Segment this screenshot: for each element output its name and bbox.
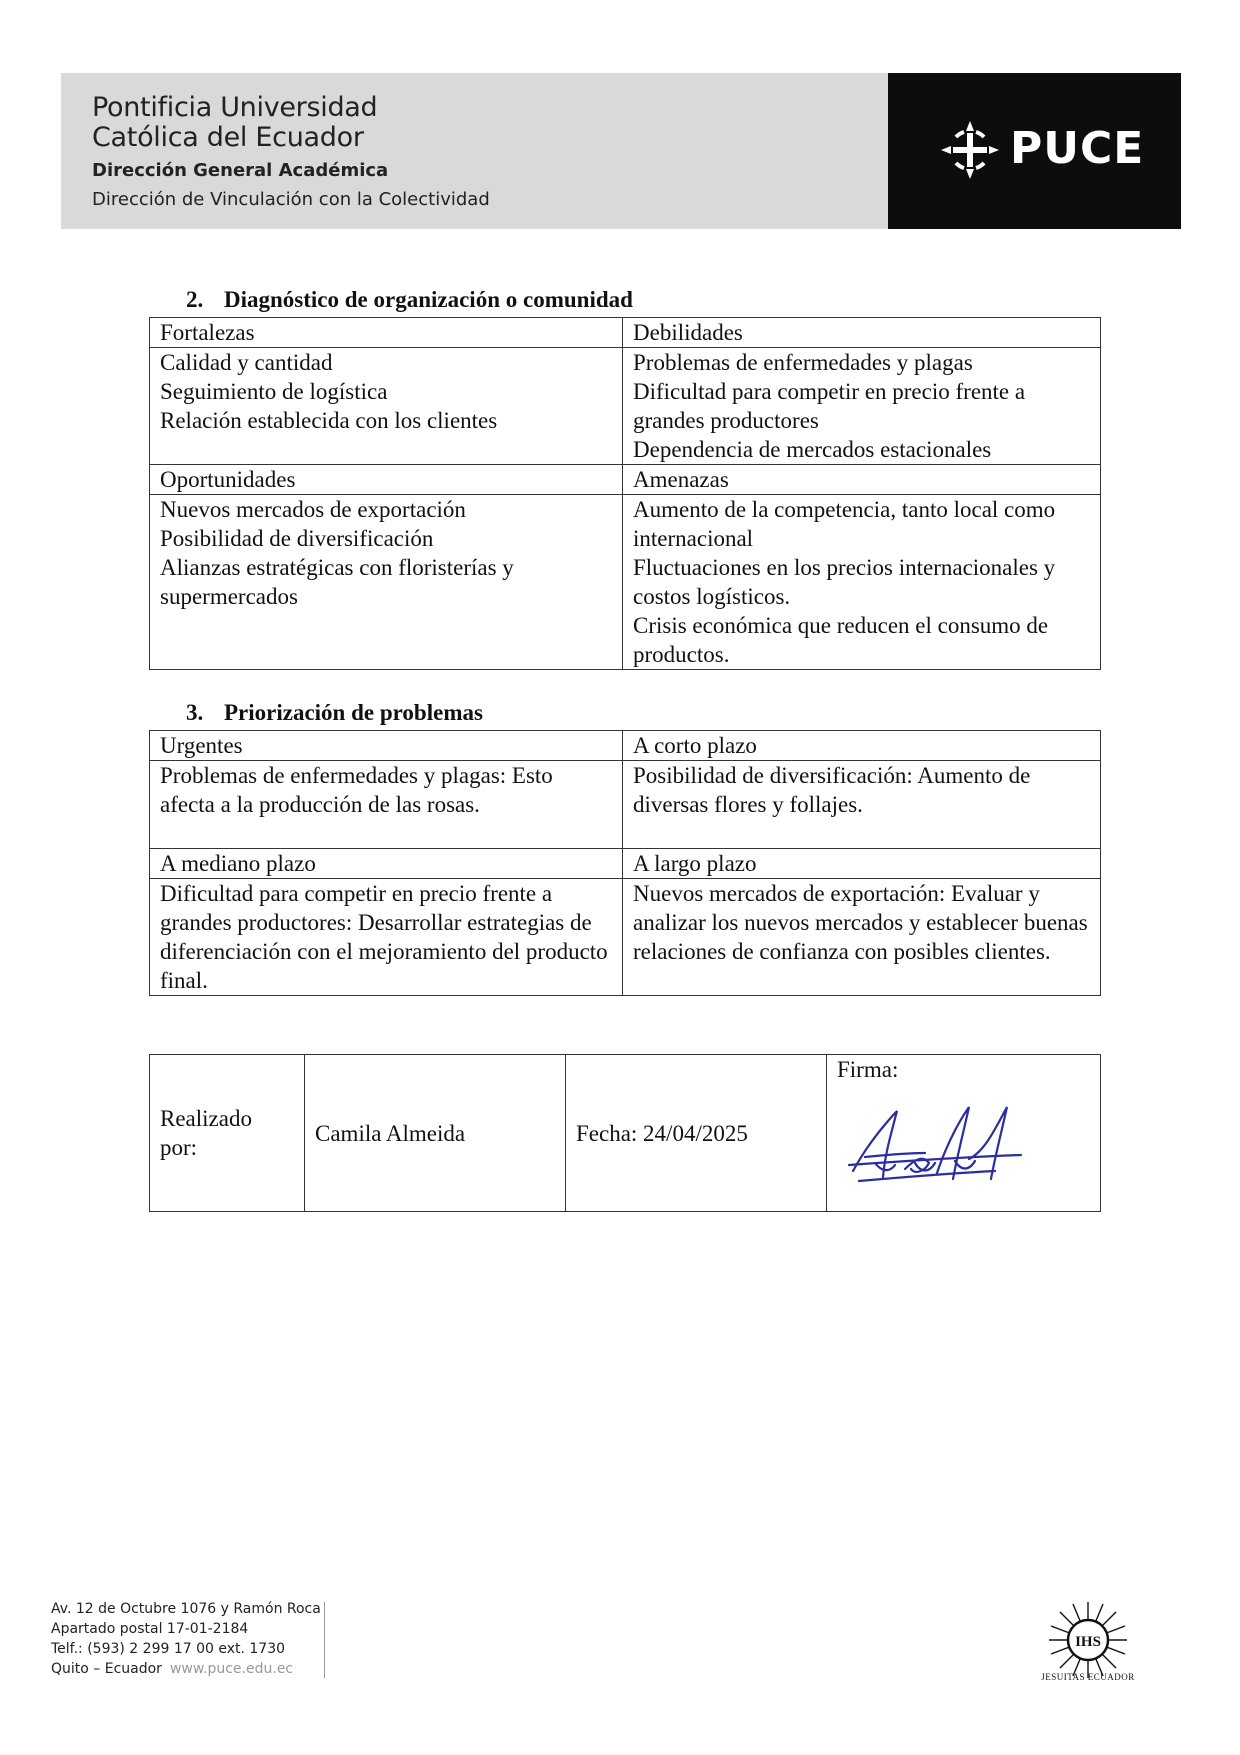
amenaza-item: Crisis económica que reducen el consumo de productos. <box>633 613 1049 667</box>
footer-street: Av. 12 de Octubre 1076 y Ramón Roca <box>51 1601 321 1617</box>
oportunidades-header: Oportunidades <box>150 465 623 495</box>
fortaleza-item: Relación establecida con los clientes <box>160 408 498 433</box>
fortalezas-header: Fortalezas <box>150 318 623 348</box>
mediano-plazo-header: A mediano plazo <box>150 849 623 879</box>
university-name-line1: Pontificia Universidad <box>92 92 378 123</box>
largo-plazo-cell: Nuevos mercados de exportación: Evaluar y analizar los nuevos mercados y establecer buenas relaciones de confianza con posibles clientes. <box>623 879 1101 996</box>
mediano-plazo-cell: Dificultad para competir en precio frente a grandes productores: Desarrollar estrategias de diferenciación con el mejoramiento del producto final. <box>150 879 623 996</box>
amenazas-header: Amenazas <box>623 465 1101 495</box>
footer-city: Quito – Ecuador <box>51 1661 162 1677</box>
debilidades-header: Debilidades <box>623 318 1101 348</box>
section-2-heading: Diagnóstico de organización o comunidad <box>224 287 633 312</box>
handwritten-signature <box>845 1099 1025 1199</box>
oportunidad-item: Nuevos mercados de exportación <box>160 497 466 522</box>
subdepartment-name: Dirección de Vinculación con la Colectividad <box>92 189 490 210</box>
debilidad-item: Problemas de enfermedades y plagas <box>633 350 973 375</box>
header-banner <box>61 73 1181 229</box>
oportunidad-item: Posibilidad de diversificación <box>160 526 434 551</box>
firma-label: Firma: <box>837 1057 899 1082</box>
department-name: Dirección General Académica <box>92 160 389 181</box>
puce-cross-icon <box>938 117 1002 183</box>
footer-phone: Telf.: (593) 2 299 17 00 ext. 1730 <box>51 1641 286 1657</box>
footer-postal: Apartado postal 17-01-2184 <box>51 1621 249 1637</box>
firma-cell <box>827 1055 1101 1212</box>
logo-panel <box>888 73 1181 229</box>
urgentes-header: Urgentes <box>150 731 623 761</box>
fortalezas-cell <box>150 348 623 465</box>
section-2-number: 2. <box>186 287 204 312</box>
puce-logo <box>938 117 1148 183</box>
oportunidades-cell <box>150 495 623 670</box>
jesuit-seal-icon <box>1045 1600 1131 1680</box>
signature-table <box>149 1054 1101 1212</box>
university-name-line2: Católica del Ecuador <box>92 122 364 153</box>
section-3-number: 3. <box>186 700 204 725</box>
corto-plazo-header: A corto plazo <box>623 731 1101 761</box>
debilidad-item: Dependencia de mercados estacionales <box>633 437 992 462</box>
amenaza-item: Aumento de la competencia, tanto local como internacional <box>633 497 1056 551</box>
puce-logo-text: PUCE <box>1010 123 1145 174</box>
author-name: Camila Almeida <box>305 1055 566 1212</box>
debilidades-cell <box>623 348 1101 465</box>
priority-table <box>149 730 1101 996</box>
amenaza-item: Fluctuaciones en los precios internacionales y costos logísticos. <box>633 555 1056 609</box>
footer-address <box>51 1599 321 1679</box>
urgentes-cell: Problemas de enfermedades y plagas: Esto afecta a la producción de las rosas. <box>150 761 623 849</box>
section-2-title <box>186 287 633 313</box>
fecha-value: Fecha: 24/04/2025 <box>566 1055 827 1212</box>
amenazas-cell <box>623 495 1101 670</box>
corto-plazo-cell: Posibilidad de diversificación: Aumento de diversas flores y follajes. <box>623 761 1101 849</box>
debilidad-item: Dificultad para competir en precio frente a grandes productores <box>633 379 1026 433</box>
fortaleza-item: Calidad y cantidad <box>160 350 333 375</box>
footer-divider <box>324 1602 325 1678</box>
fortaleza-item: Seguimiento de logística <box>160 379 388 404</box>
largo-plazo-header: A largo plazo <box>623 849 1101 879</box>
university-name <box>92 93 377 153</box>
oportunidad-item: Alianzas estratégicas con floristerías y supermercados <box>160 555 514 609</box>
section-3-heading: Priorización de problemas <box>224 700 483 725</box>
section-3-title <box>186 700 483 726</box>
footer-website-link[interactable]: www.puce.edu.ec <box>169 1661 294 1677</box>
seal-monogram: IHS <box>1075 1634 1101 1650</box>
realizado-label: Realizado por: <box>150 1055 305 1212</box>
swot-table <box>149 317 1101 670</box>
seal-caption: JESUITAS ECUADOR <box>1041 1672 1135 1682</box>
footer-city-line <box>51 1659 321 1679</box>
